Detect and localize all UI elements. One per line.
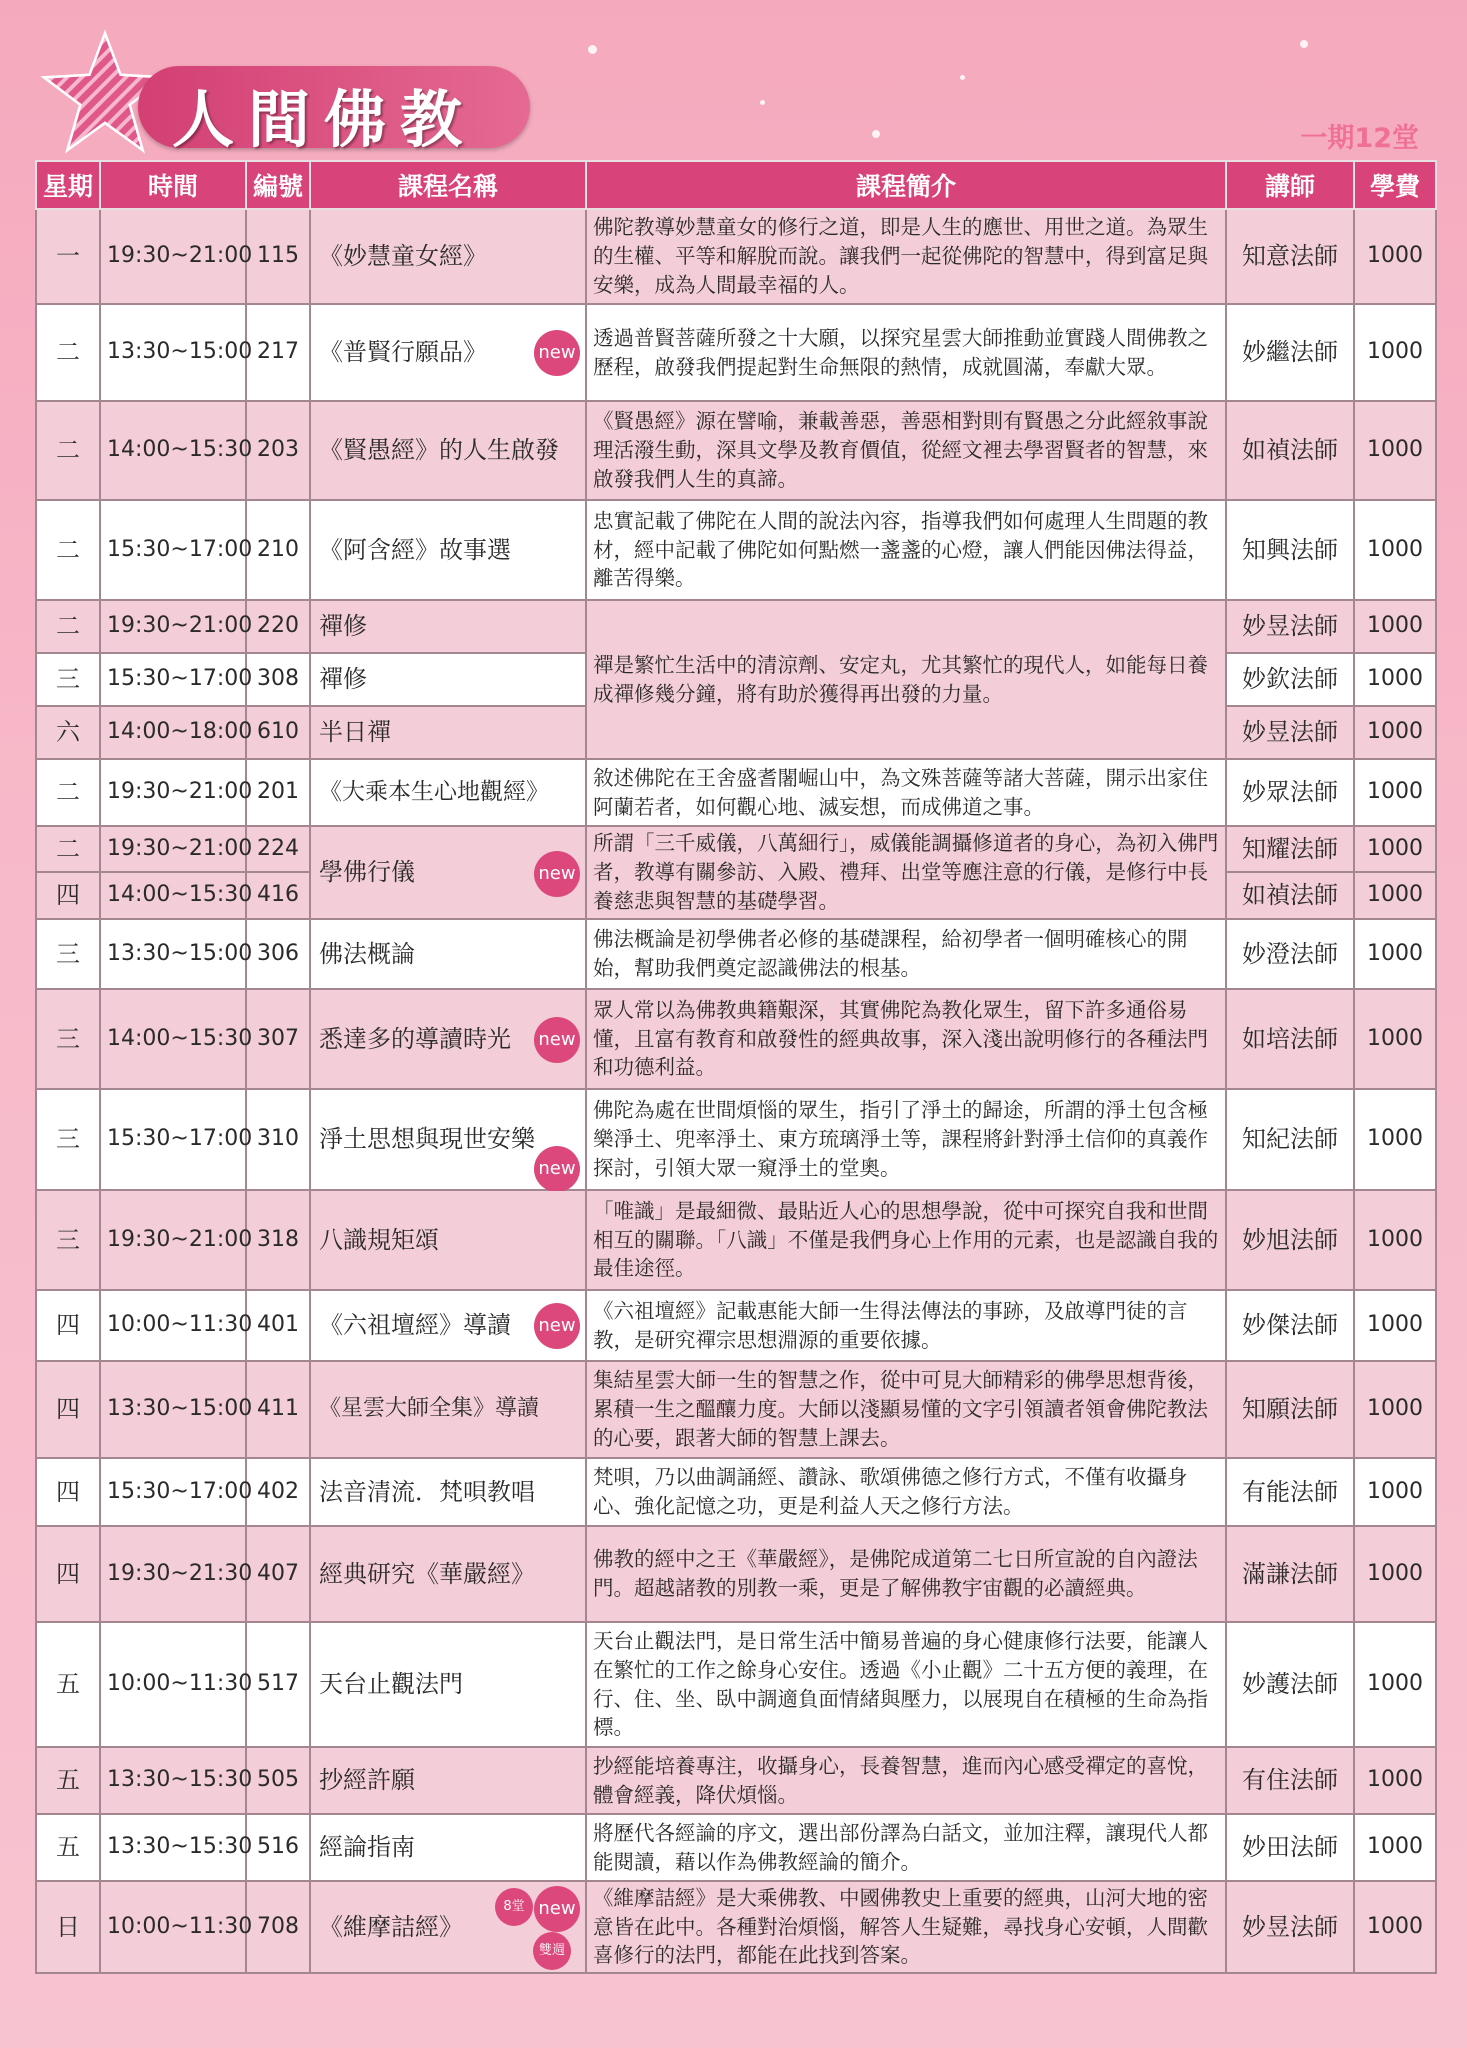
fee-cell: 1000 bbox=[1354, 706, 1436, 759]
time-cell: 19:30~21:00 bbox=[100, 600, 246, 653]
code-cell: 224 bbox=[246, 826, 310, 872]
col-header-name: 課程名稱 bbox=[310, 161, 586, 209]
fee-cell: 1000 bbox=[1354, 1814, 1436, 1881]
new-badge: new bbox=[534, 330, 580, 376]
course-name-cell: 《星雲大師全集》導讀 bbox=[310, 1361, 586, 1458]
day-cell: 日 bbox=[36, 1881, 100, 1973]
course-desc-cell: 佛教的經中之王《華嚴經》，是佛陀成道第二七日所宣說的自內證法門。超越諸教的別教一乘，更是了解佛教宇宙觀的必讀經典。 bbox=[586, 1526, 1226, 1622]
code-cell: 407 bbox=[246, 1526, 310, 1622]
course-desc-cell: 敘述佛陀在王舍盛耆闍崛山中，為文殊菩薩等諸大菩薩，開示出家住阿蘭若者，如何觀心地、滅妄想，而成佛道之事。 bbox=[586, 759, 1226, 826]
course-desc-cell: 梵唄，乃以曲調誦經、讚詠、歌頌佛德之修行方式，不僅有收攝身心、強化記憶之功，更是利益人天之修行方法。 bbox=[586, 1458, 1226, 1526]
course-name-cell: 經論指南 bbox=[310, 1814, 586, 1881]
teacher-cell: 知意法師 bbox=[1226, 209, 1354, 304]
teacher-cell: 知興法師 bbox=[1226, 500, 1354, 600]
day-cell: 二 bbox=[36, 401, 100, 500]
table-row bbox=[36, 1526, 1436, 1622]
time-cell: 19:30~21:00 bbox=[100, 759, 246, 826]
table-row bbox=[36, 1361, 1436, 1458]
teacher-cell: 妙昱法師 bbox=[1226, 600, 1354, 653]
course-desc-cell: 將歷代各經論的序文，選出部份譯為白話文，並加注釋，讓現代人都能閱讀，藉以作為佛教經論的簡介。 bbox=[586, 1814, 1226, 1881]
time-cell: 14:00~15:30 bbox=[100, 872, 246, 919]
time-cell: 19:30~21:00 bbox=[100, 209, 246, 304]
code-cell: 217 bbox=[246, 304, 310, 401]
code-cell: 308 bbox=[246, 653, 310, 706]
course-name: 《六祖壇經》導讀 bbox=[319, 1311, 511, 1340]
day-cell: 四 bbox=[36, 1458, 100, 1526]
course-name-cell: 抄經許願 bbox=[310, 1747, 586, 1814]
day-cell: 四 bbox=[36, 1290, 100, 1361]
course-name-cell: 禪修 bbox=[310, 600, 586, 653]
table-row bbox=[36, 500, 1436, 600]
fee-cell: 1000 bbox=[1354, 600, 1436, 653]
new-badge: new bbox=[534, 1146, 580, 1192]
table-row bbox=[36, 1747, 1436, 1814]
course-name-cell bbox=[310, 1290, 586, 1361]
fee-cell: 1000 bbox=[1354, 1361, 1436, 1458]
course-name: 學佛行儀 bbox=[319, 858, 415, 887]
time-cell: 10:00~11:30 bbox=[100, 1290, 246, 1361]
table-row bbox=[36, 1622, 1436, 1747]
teacher-cell: 如培法師 bbox=[1226, 989, 1354, 1089]
day-cell: 三 bbox=[36, 653, 100, 706]
fee-cell: 1000 bbox=[1354, 759, 1436, 826]
code-cell: 411 bbox=[246, 1361, 310, 1458]
col-header-fee: 學費 bbox=[1354, 161, 1436, 209]
table-row bbox=[36, 1814, 1436, 1881]
course-name-cell bbox=[310, 1881, 586, 1973]
teacher-cell: 妙欽法師 bbox=[1226, 653, 1354, 706]
course-desc-cell: 透過普賢菩薩所發之十大願，以探究星雲大師推動並實踐人間佛教之歷程，啟發我們提起對生命無限的熱情，成就圓滿，奉獻大眾。 bbox=[586, 304, 1226, 401]
teacher-cell: 妙昱法師 bbox=[1226, 1881, 1354, 1973]
code-cell: 610 bbox=[246, 706, 310, 759]
fee-cell: 1000 bbox=[1354, 1290, 1436, 1361]
table-row bbox=[36, 600, 1436, 653]
table-row bbox=[36, 1290, 1436, 1361]
course-desc-cell: 忠實記載了佛陀在人間的說法內容，指導我們如何處理人生問題的教材，經中記載了佛陀如何點燃一盞盞的心燈，讓人們能因佛法得益，離苦得樂。 bbox=[586, 500, 1226, 600]
course-name-cell: 經典研究《華嚴經》 bbox=[310, 1526, 586, 1622]
table-row bbox=[36, 989, 1436, 1089]
course-desc-cell: 佛陀教導妙慧童女的修行之道，即是人生的應世、用世之道。為眾生的生權、平等和解脫而說。讓我們一起從佛陀的智慧中，得到富足與安樂，成為人間最幸福的人。 bbox=[586, 209, 1226, 304]
sparkle bbox=[1300, 40, 1308, 48]
course-desc-cell: 佛法概論是初學佛者必修的基礎課程，給初學者一個明確核心的開始，幫助我們奠定認識佛法的根基。 bbox=[586, 919, 1226, 989]
course-name-cell: 《大乘本生心地觀經》 bbox=[310, 759, 586, 826]
col-header-code: 編號 bbox=[246, 161, 310, 209]
fee-cell: 1000 bbox=[1354, 1747, 1436, 1814]
course-table bbox=[35, 160, 1437, 1974]
day-cell: 三 bbox=[36, 989, 100, 1089]
table-row bbox=[36, 759, 1436, 826]
code-cell: 306 bbox=[246, 919, 310, 989]
course-name: 《普賢行願品》 bbox=[319, 338, 487, 367]
code-cell: 318 bbox=[246, 1190, 310, 1290]
time-cell: 19:30~21:00 bbox=[100, 826, 246, 872]
table-row bbox=[36, 401, 1436, 500]
teacher-cell: 妙澄法師 bbox=[1226, 919, 1354, 989]
time-cell: 15:30~17:00 bbox=[100, 1458, 246, 1526]
col-header-teacher: 講師 bbox=[1226, 161, 1354, 209]
time-cell: 14:00~15:30 bbox=[100, 401, 246, 500]
new-badge: new bbox=[534, 851, 580, 897]
time-cell: 13:30~15:00 bbox=[100, 919, 246, 989]
course-desc-cell: 「唯識」是最細微、最貼近人心的思想學說，從中可探究自我和世間相互的關聯。「八識」不僅是我們身心上作用的元素，也是認識自我的最佳途徑。 bbox=[586, 1190, 1226, 1290]
code-cell: 201 bbox=[246, 759, 310, 826]
fee-cell: 1000 bbox=[1354, 1526, 1436, 1622]
code-cell: 220 bbox=[246, 600, 310, 653]
course-name-cell bbox=[310, 989, 586, 1089]
time-cell: 10:00~11:30 bbox=[100, 1622, 246, 1747]
time-cell: 14:00~15:30 bbox=[100, 989, 246, 1089]
course-name-cell: 《阿含經》故事選 bbox=[310, 500, 586, 600]
time-cell: 13:30~15:30 bbox=[100, 1747, 246, 1814]
fee-cell: 1000 bbox=[1354, 989, 1436, 1089]
course-name-cell: 法音清流．梵唄教唱 bbox=[310, 1458, 586, 1526]
course-desc-cell: 抄經能培養專注，收攝身心，長養智慧，進而內心感受禪定的喜悅，體會經義，降伏煩惱。 bbox=[586, 1747, 1226, 1814]
code-cell: 402 bbox=[246, 1458, 310, 1526]
course-name-cell: 禪修 bbox=[310, 653, 586, 706]
day-cell: 三 bbox=[36, 1190, 100, 1290]
fee-cell: 1000 bbox=[1354, 872, 1436, 919]
teacher-cell: 妙田法師 bbox=[1226, 1814, 1354, 1881]
fee-cell: 1000 bbox=[1354, 919, 1436, 989]
table-row bbox=[36, 209, 1436, 304]
day-cell: 五 bbox=[36, 1814, 100, 1881]
fee-cell: 1000 bbox=[1354, 1622, 1436, 1747]
new-badge: new bbox=[534, 1886, 580, 1932]
table-row bbox=[36, 1089, 1436, 1190]
day-cell: 三 bbox=[36, 1089, 100, 1190]
teacher-cell: 妙繼法師 bbox=[1226, 304, 1354, 401]
new-badge: new bbox=[534, 1017, 580, 1063]
fee-cell: 1000 bbox=[1354, 826, 1436, 872]
course-name-cell: 天台止觀法門 bbox=[310, 1622, 586, 1747]
code-cell: 517 bbox=[246, 1622, 310, 1747]
new-badge: new bbox=[534, 1303, 580, 1349]
col-header-time: 時間 bbox=[100, 161, 246, 209]
teacher-cell: 知願法師 bbox=[1226, 1361, 1354, 1458]
time-cell: 15:30~17:00 bbox=[100, 653, 246, 706]
course-name-cell bbox=[310, 1089, 586, 1190]
time-cell: 13:30~15:00 bbox=[100, 1361, 246, 1458]
course-desc-cell: 眾人常以為佛教典籍艱深，其實佛陀為教化眾生，留下許多通俗易懂，且富有教育和啟發性的經典故事，深入淺出說明修行的各種法門和功德利益。 bbox=[586, 989, 1226, 1089]
day-cell: 四 bbox=[36, 872, 100, 919]
day-cell: 二 bbox=[36, 759, 100, 826]
biweekly-badge: 雙週 bbox=[533, 1932, 571, 1970]
day-cell: 一 bbox=[36, 209, 100, 304]
time-cell: 10:00~11:30 bbox=[100, 1881, 246, 1973]
table-row bbox=[36, 1190, 1436, 1290]
table-row bbox=[36, 1458, 1436, 1526]
eight-sessions-badge: 8堂 bbox=[495, 1888, 533, 1926]
course-name-cell: 半日禪 bbox=[310, 706, 586, 759]
course-desc-cell: 《維摩詰經》是大乘佛教、中國佛教史上重要的經典，山河大地的密意皆在此中。各種對治煩惱，解答人生疑難，尋找身心安頓，人間歡喜修行的法門，都能在此找到答案。 bbox=[586, 1881, 1226, 1973]
code-cell: 708 bbox=[246, 1881, 310, 1973]
course-name: 淨土思想與現世安樂 bbox=[319, 1125, 535, 1154]
day-cell: 五 bbox=[36, 1622, 100, 1747]
course-desc-cell: 佛陀為處在世間煩惱的眾生，指引了淨土的歸途，所謂的淨土包含極樂淨土、兜率淨土、東方琉璃淨土等，課程將針對淨土信仰的真義作探討，引領大眾一窺淨土的堂奧。 bbox=[586, 1089, 1226, 1190]
time-cell: 19:30~21:30 bbox=[100, 1526, 246, 1622]
sparkle bbox=[588, 45, 597, 54]
code-cell: 416 bbox=[246, 872, 310, 919]
teacher-cell: 知紀法師 bbox=[1226, 1089, 1354, 1190]
fee-cell: 1000 bbox=[1354, 1089, 1436, 1190]
teacher-cell: 妙昱法師 bbox=[1226, 706, 1354, 759]
teacher-cell: 有能法師 bbox=[1226, 1458, 1354, 1526]
day-cell: 四 bbox=[36, 1526, 100, 1622]
day-cell: 二 bbox=[36, 600, 100, 653]
course-desc-cell: 《六祖壇經》記載惠能大師一生得法傳法的事跡，及啟導門徒的言教，是研究禪宗思想淵源的重要依據。 bbox=[586, 1290, 1226, 1361]
day-cell: 四 bbox=[36, 1361, 100, 1458]
course-desc-cell: 所謂「三千威儀，八萬細行」，威儀能調攝修道者的身心，為初入佛門者，教導有關參訪、入殿、禮拜、出堂等應注意的行儀，是修行中長養慈悲與智慧的基礎學習。 bbox=[586, 826, 1226, 919]
fee-cell: 1000 bbox=[1354, 401, 1436, 500]
course-desc-cell: 天台止觀法門，是日常生活中簡易普遍的身心健康修行法要，能讓人在繁忙的工作之餘身心安住。透過《小止觀》二十五方便的義理，在行、住、坐、臥中調適負面情緒與壓力，以展現自在積極的生命為指標。 bbox=[586, 1622, 1226, 1747]
day-cell: 三 bbox=[36, 919, 100, 989]
course-desc-cell: 集結星雲大師一生的智慧之作，從中可見大師精彩的佛學思想背後，累積一生之醞釀力度。大師以淺顯易懂的文字引領讀者領會佛陀教法的心要，跟著大師的智慧上課去。 bbox=[586, 1361, 1226, 1458]
code-cell: 401 bbox=[246, 1290, 310, 1361]
teacher-cell: 妙護法師 bbox=[1226, 1622, 1354, 1747]
course-desc-cell: 禪是繁忙生活中的清涼劑、安定丸，尤其繁忙的現代人，如能每日養成禪修幾分鐘，將有助於獲得再出發的力量。 bbox=[586, 600, 1226, 759]
time-cell: 15:30~17:00 bbox=[100, 500, 246, 600]
teacher-cell: 妙眾法師 bbox=[1226, 759, 1354, 826]
table-row bbox=[36, 826, 1436, 872]
day-cell: 五 bbox=[36, 1747, 100, 1814]
col-header-day: 星期 bbox=[36, 161, 100, 209]
teacher-cell: 如禎法師 bbox=[1226, 872, 1354, 919]
sparkle bbox=[872, 130, 880, 138]
teacher-cell: 妙傑法師 bbox=[1226, 1290, 1354, 1361]
course-name: 悉達多的導讀時光 bbox=[319, 1024, 511, 1053]
time-cell: 15:30~17:00 bbox=[100, 1089, 246, 1190]
course-name-cell bbox=[310, 826, 586, 919]
course-name: 《維摩詰經》 bbox=[319, 1912, 463, 1941]
day-cell: 二 bbox=[36, 500, 100, 600]
course-desc-cell: 《賢愚經》源在譬喻，兼載善惡，善惡相對則有賢愚之分此經敘事說理活潑生動，深具文學及教育價值，從經文裡去學習賢者的智慧，來啟發我們人生的真諦。 bbox=[586, 401, 1226, 500]
time-cell: 14:00~18:00 bbox=[100, 706, 246, 759]
course-name-cell: 佛法概論 bbox=[310, 919, 586, 989]
code-cell: 203 bbox=[246, 401, 310, 500]
teacher-cell: 知耀法師 bbox=[1226, 826, 1354, 872]
code-cell: 310 bbox=[246, 1089, 310, 1190]
page-title: 人間佛教 bbox=[172, 83, 477, 156]
fee-cell: 1000 bbox=[1354, 1190, 1436, 1290]
code-cell: 307 bbox=[246, 989, 310, 1089]
time-cell: 19:30~21:00 bbox=[100, 1190, 246, 1290]
course-name-cell: 八識規矩頌 bbox=[310, 1190, 586, 1290]
teacher-cell: 妙旭法師 bbox=[1226, 1190, 1354, 1290]
sparkle bbox=[960, 75, 965, 80]
table-header-row bbox=[36, 161, 1436, 209]
day-cell: 二 bbox=[36, 304, 100, 401]
course-name-cell bbox=[310, 304, 586, 401]
table-row bbox=[36, 919, 1436, 989]
code-cell: 516 bbox=[246, 1814, 310, 1881]
session-count: 一期12堂 bbox=[1300, 123, 1419, 154]
fee-cell: 1000 bbox=[1354, 209, 1436, 304]
teacher-cell: 滿謙法師 bbox=[1226, 1526, 1354, 1622]
fee-cell: 1000 bbox=[1354, 1881, 1436, 1973]
code-cell: 505 bbox=[246, 1747, 310, 1814]
fee-cell: 1000 bbox=[1354, 653, 1436, 706]
time-cell: 13:30~15:30 bbox=[100, 1814, 246, 1881]
time-cell: 13:30~15:00 bbox=[100, 304, 246, 401]
course-name-cell: 《賢愚經》的人生啟發 bbox=[310, 401, 586, 500]
code-cell: 210 bbox=[246, 500, 310, 600]
fee-cell: 1000 bbox=[1354, 1458, 1436, 1526]
fee-cell: 1000 bbox=[1354, 304, 1436, 401]
col-header-desc: 課程簡介 bbox=[586, 161, 1226, 209]
table-row bbox=[36, 304, 1436, 401]
table-row bbox=[36, 1881, 1436, 1973]
sparkle bbox=[760, 100, 765, 105]
day-cell: 六 bbox=[36, 706, 100, 759]
fee-cell: 1000 bbox=[1354, 500, 1436, 600]
teacher-cell: 如禎法師 bbox=[1226, 401, 1354, 500]
teacher-cell: 有住法師 bbox=[1226, 1747, 1354, 1814]
course-name-cell: 《妙慧童女經》 bbox=[310, 209, 586, 304]
code-cell: 115 bbox=[246, 209, 310, 304]
day-cell: 二 bbox=[36, 826, 100, 872]
